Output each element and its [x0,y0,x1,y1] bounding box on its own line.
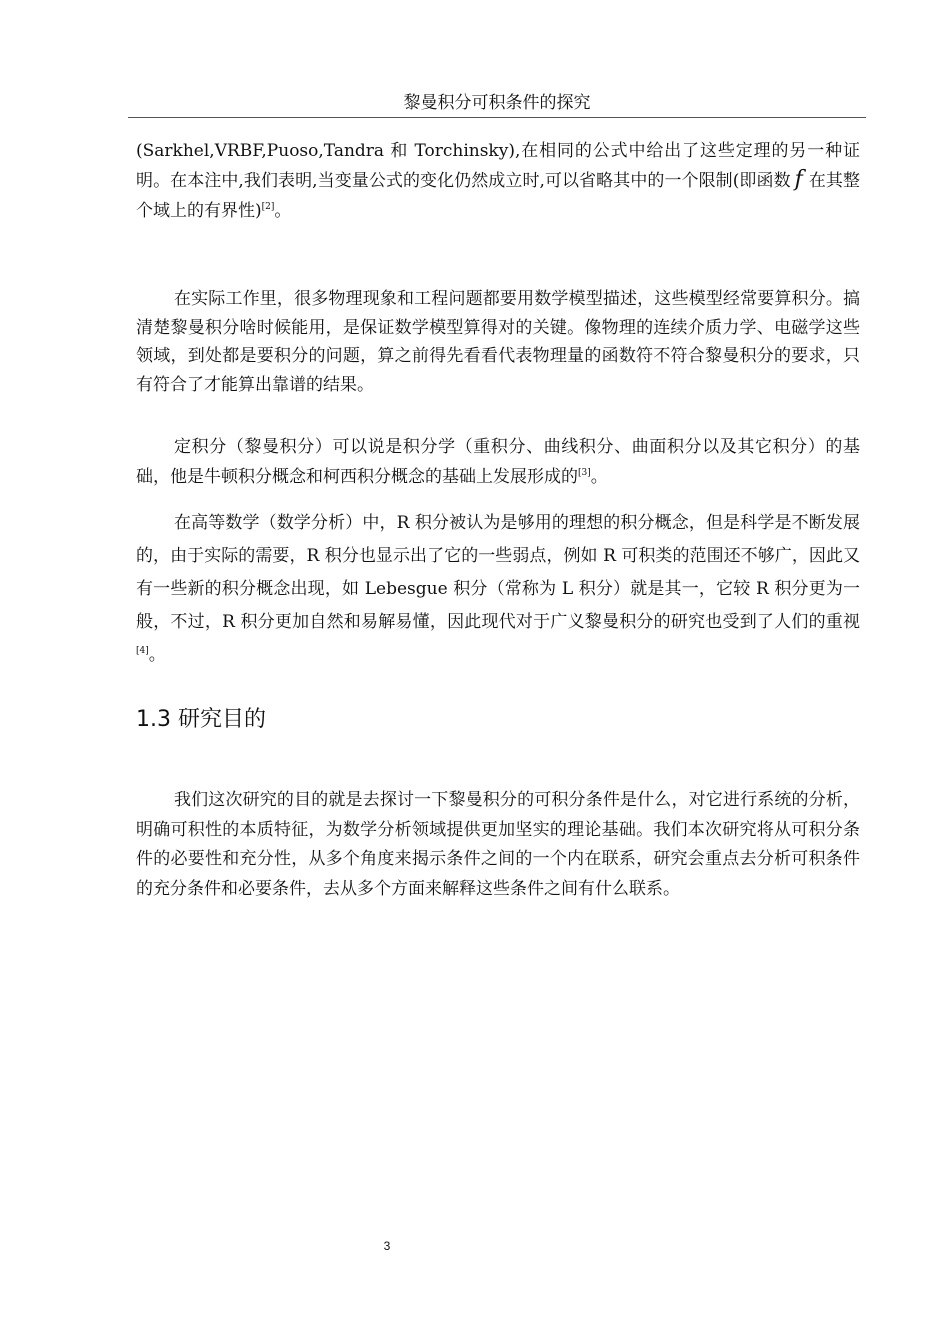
citation-3: [3] [578,468,591,478]
paragraph-4 [136,507,860,672]
citation-4: [4] [136,646,149,656]
math-symbol-f: f [794,167,803,192]
paragraph-3-end: 。 [590,467,608,487]
paragraph-3 [136,432,860,492]
paragraph-1-tail: 在其整个域上的有界性) [136,171,861,221]
page-header-title: 黎曼积分可积条件的探究 [403,93,591,113]
paragraph-3-text: 定积分（黎曼积分）可以说是积分学（重积分、曲线积分、曲面积分以及其它积分）的基础，他是牛顿积分概念和柯西积分概念的基础上发展形成的 [136,437,860,487]
paragraph-1-end: 。 [274,201,292,221]
page-number: 3 [383,1239,391,1253]
paragraph-4-end: 。 [148,645,166,665]
paragraph-2: 在实际工作里，很多物理现象和工程问题都要用数学模型描述，这些模型经常要算积分。搞清楚黎曼积分啥时候能用，是保证数学模型算得对的关键。像物理的连续介质力学、电磁学这些领域，到处都是要积分的问题，算之前得先看看代表物理量的函数符不符合黎曼积分的要求，只有符合了才能算出靠谱的结果。 [136,289,860,395]
section-paragraph: 我们这次研究的目的就是去探讨一下黎曼积分的可积分条件是什么，对它进行系统的分析，明确可积性的本质特征，为数学分析领域提供更加坚实的理论基础。我们本次研究将从可积分条件的必要性和充分性，从多个角度来揭示条件之间的一个内在联系，研究会重点去分析可积条件的充分条件和必要条件，去从多个方面来解释这些条件之间有什么联系。 [136,790,860,899]
paragraph-1 [136,136,860,226]
paragraph-1-text: (Sarkhel,VRBF,Puoso,Tandra 和 Torchinsky),在相同的公式中给出了这些定理的另一种证明。在本注中,我们表明,当变量公式的变化仍然成立时,可以省略其中的一个限制(即函数 [136,141,860,191]
paragraph-4-text: 在高等数学（数学分析）中，R 积分被认为是够用的理想的积分概念，但是科学是不断发展的，由于实际的需要，R 积分也显示出了它的一些弱点，例如 R 可积类的范围还不够广，因此又有一些新的积分概念出现，如 Lebesgue 积分（常称为 L 积分）就是其一，它较 R 积分更为一般，不过，R 积分更加自然和易解易懂，因此现代对于广义黎曼积分的研究也受到了人们的重视 [136,513,860,632]
header-divider [128,117,866,118]
citation-2: [2] [261,202,275,212]
section-heading: 1.3 研究目的 [136,707,266,732]
